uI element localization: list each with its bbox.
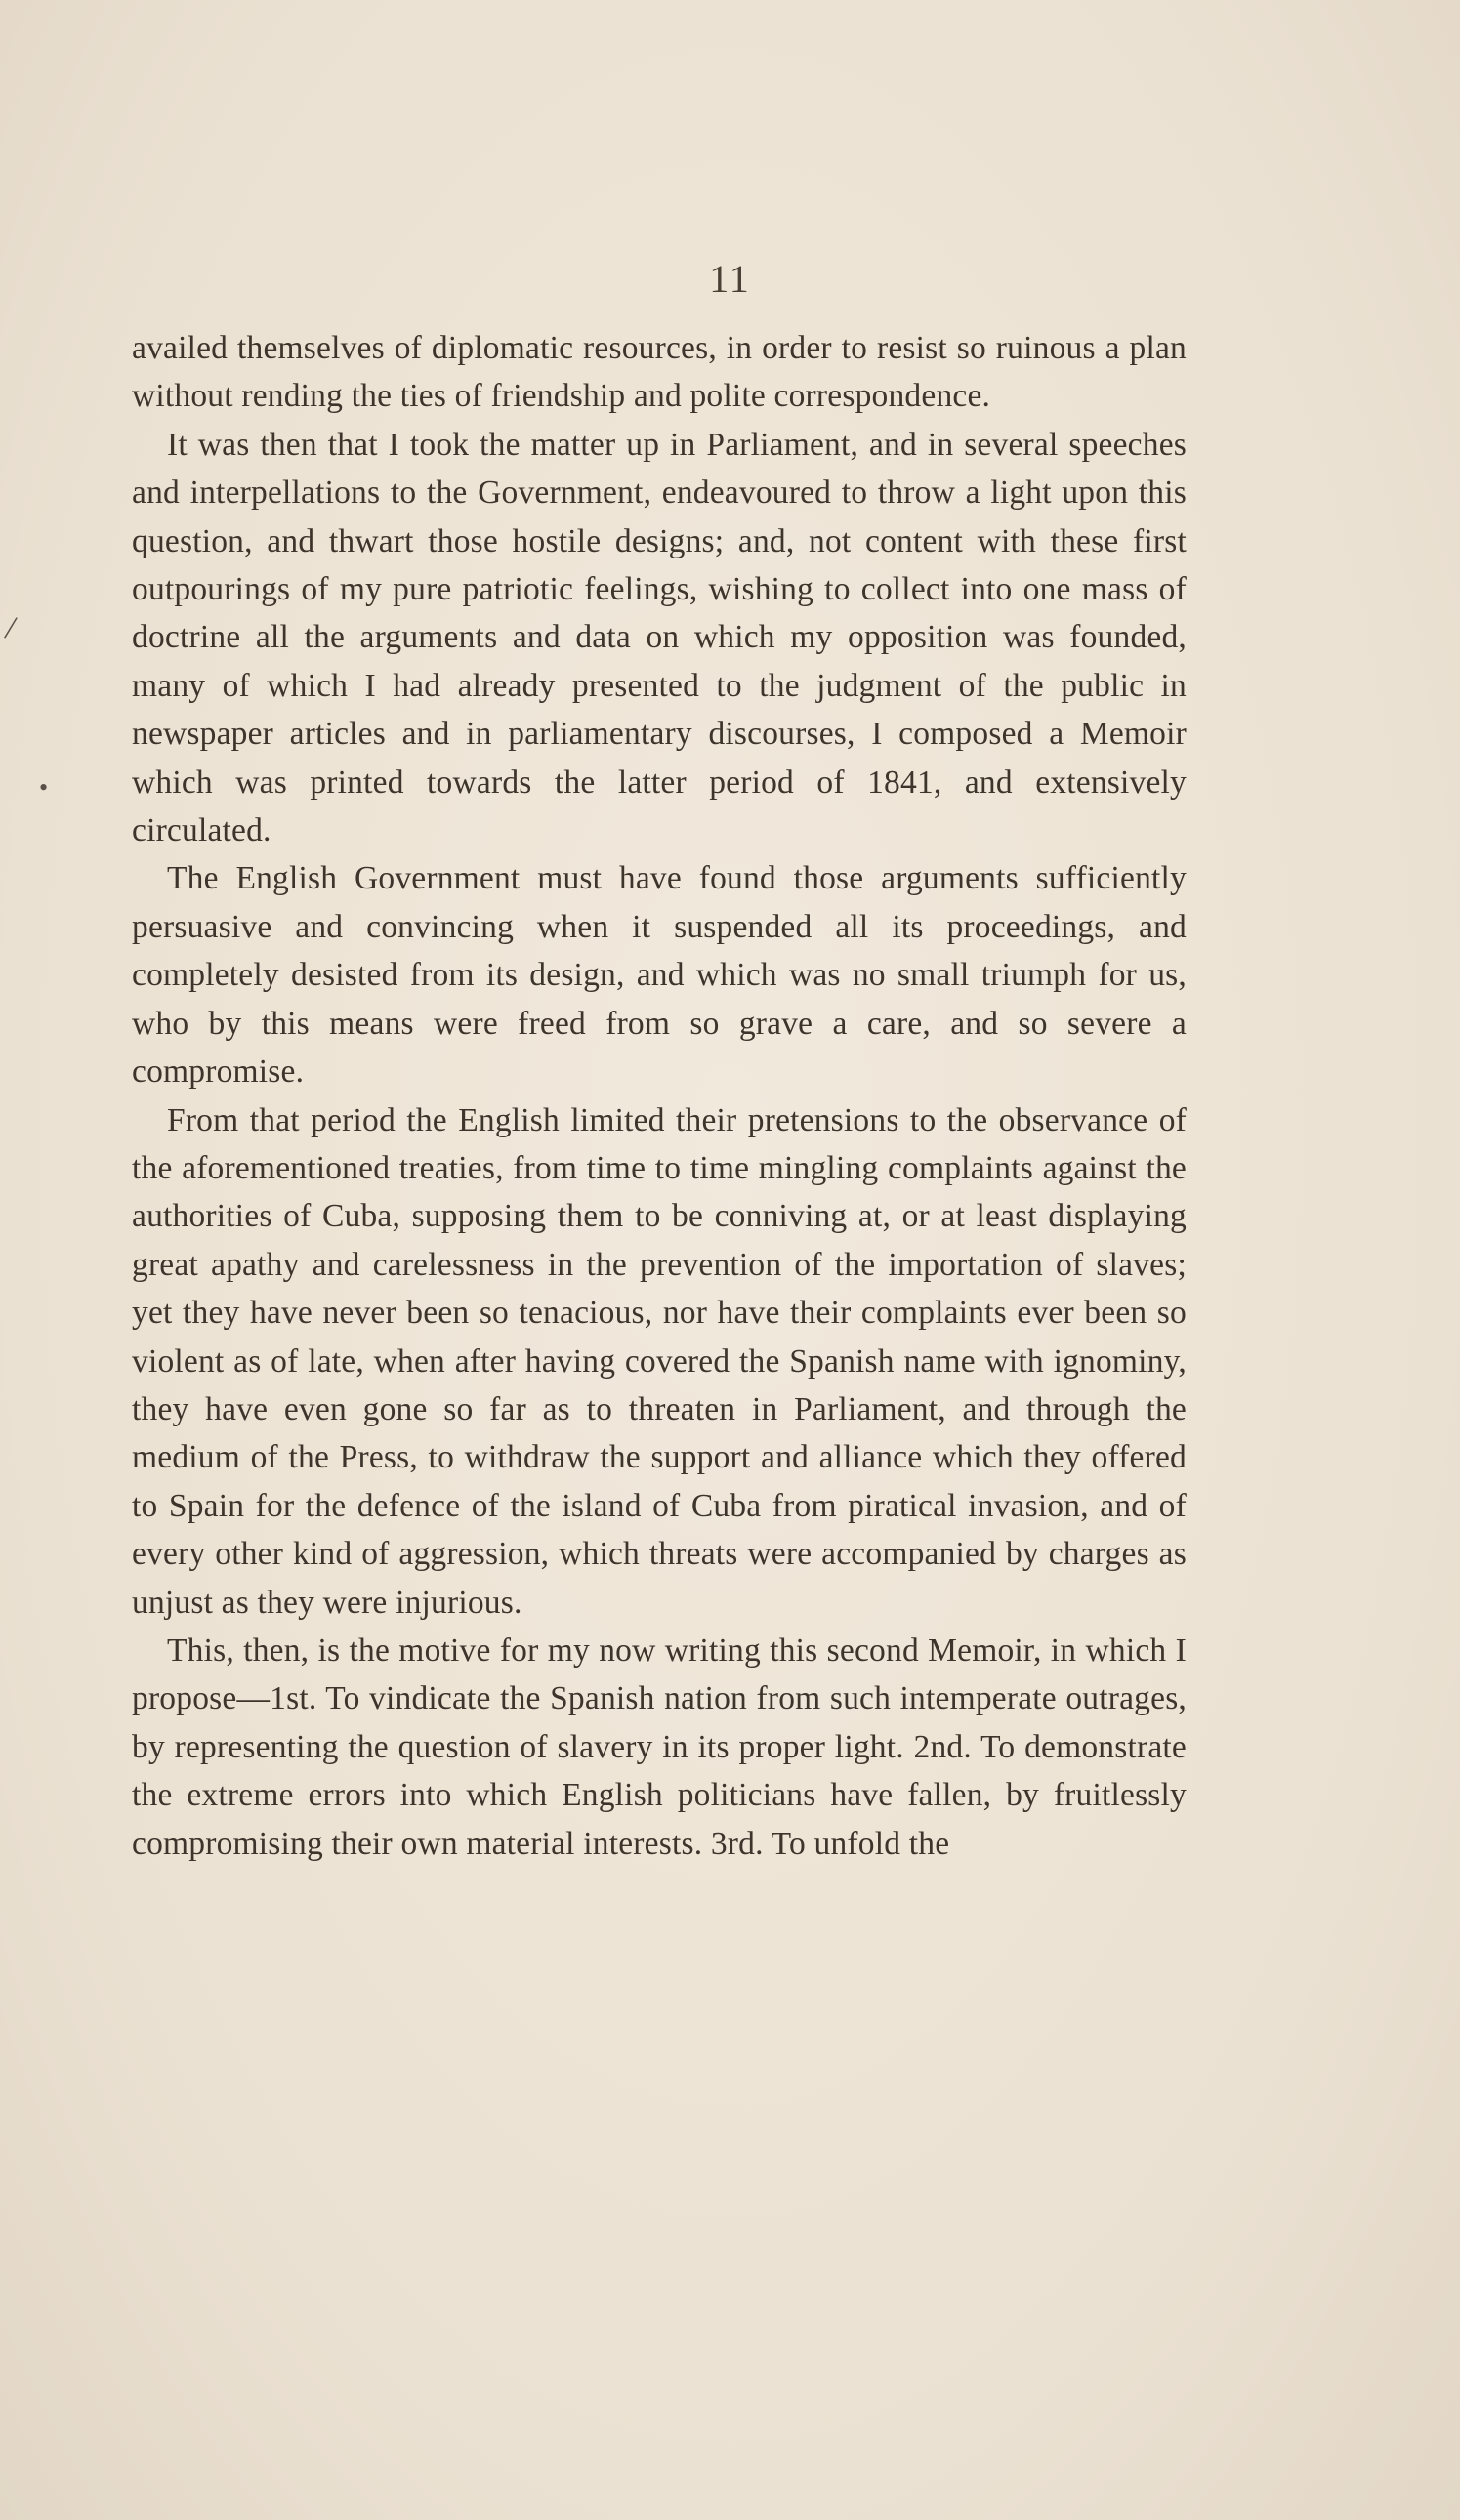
page-number: 11 bbox=[709, 257, 751, 301]
paragraph-english-government: The English Government must have found those arguments sufficiently persuasive and convincing when it suspended all its proceedings, and completely desisted from its design, and which was no small triumph for us, who by this means were freed from so grave a care, and so severe a compromise. bbox=[132, 860, 1187, 1091]
margin-pencil-mark: / bbox=[2, 609, 20, 647]
paragraph-pretensions: From that period the English limited their pretensions to the observance of the aforementioned treaties, from time to time mingling complaints against the authorities of Cuba, supposing them to be conniving at, or at least displaying great apathy and carelessness in the prevention of the importation of slaves; yet they have never been so tenacious, nor have their complaints ever been so violent as of late, when after having covered the Spanish name with ignominy, they have even gone so far as to threaten in Parliament, and through the medium of the Press, to withdraw the support and alliance which they offered to Spain for the defence of the island of Cuba from piratical invasion, and of every other kind of aggression, which threats were accompanied by charges as unjust as they were injurious. bbox=[132, 1101, 1187, 1621]
paragraph-parliament: It was then that I took the matter up in Parliament, and in several speeches and interpellations to the Government, endeavoured to throw a light upon this question, and thwart those hostile designs; and, not content with these first outpourings of my pure patriotic feelings, wishing to collect into one mass of doctrine all the arguments and data on which my opposition was founded, many of which I had already presented to the judgment of the public in newspaper articles and in parliamentary discourses, I composed a Memoir which was printed towards the latter period of 1841, and extensively circulated. bbox=[132, 426, 1187, 849]
margin-dot-mark: • bbox=[39, 773, 49, 802]
paragraph-second-memoir: This, then, is the motive for my now writing this second Memoir, in which I propose—1st. To vindicate the Spanish nation from such intemperate outrages, by representing the question of slavery in its proper light. 2nd. To demonstrate the extreme errors into which English politicians have fallen, by fruitlessly compromising their own material interests. 3rd. To unfold the bbox=[132, 1632, 1187, 1862]
paragraph-continuation: availed themselves of diplomatic resources, in order to resist so ruinous a plan without rending the ties of friendship and polite correspondence. bbox=[132, 330, 1187, 415]
body-text bbox=[132, 324, 1187, 1868]
